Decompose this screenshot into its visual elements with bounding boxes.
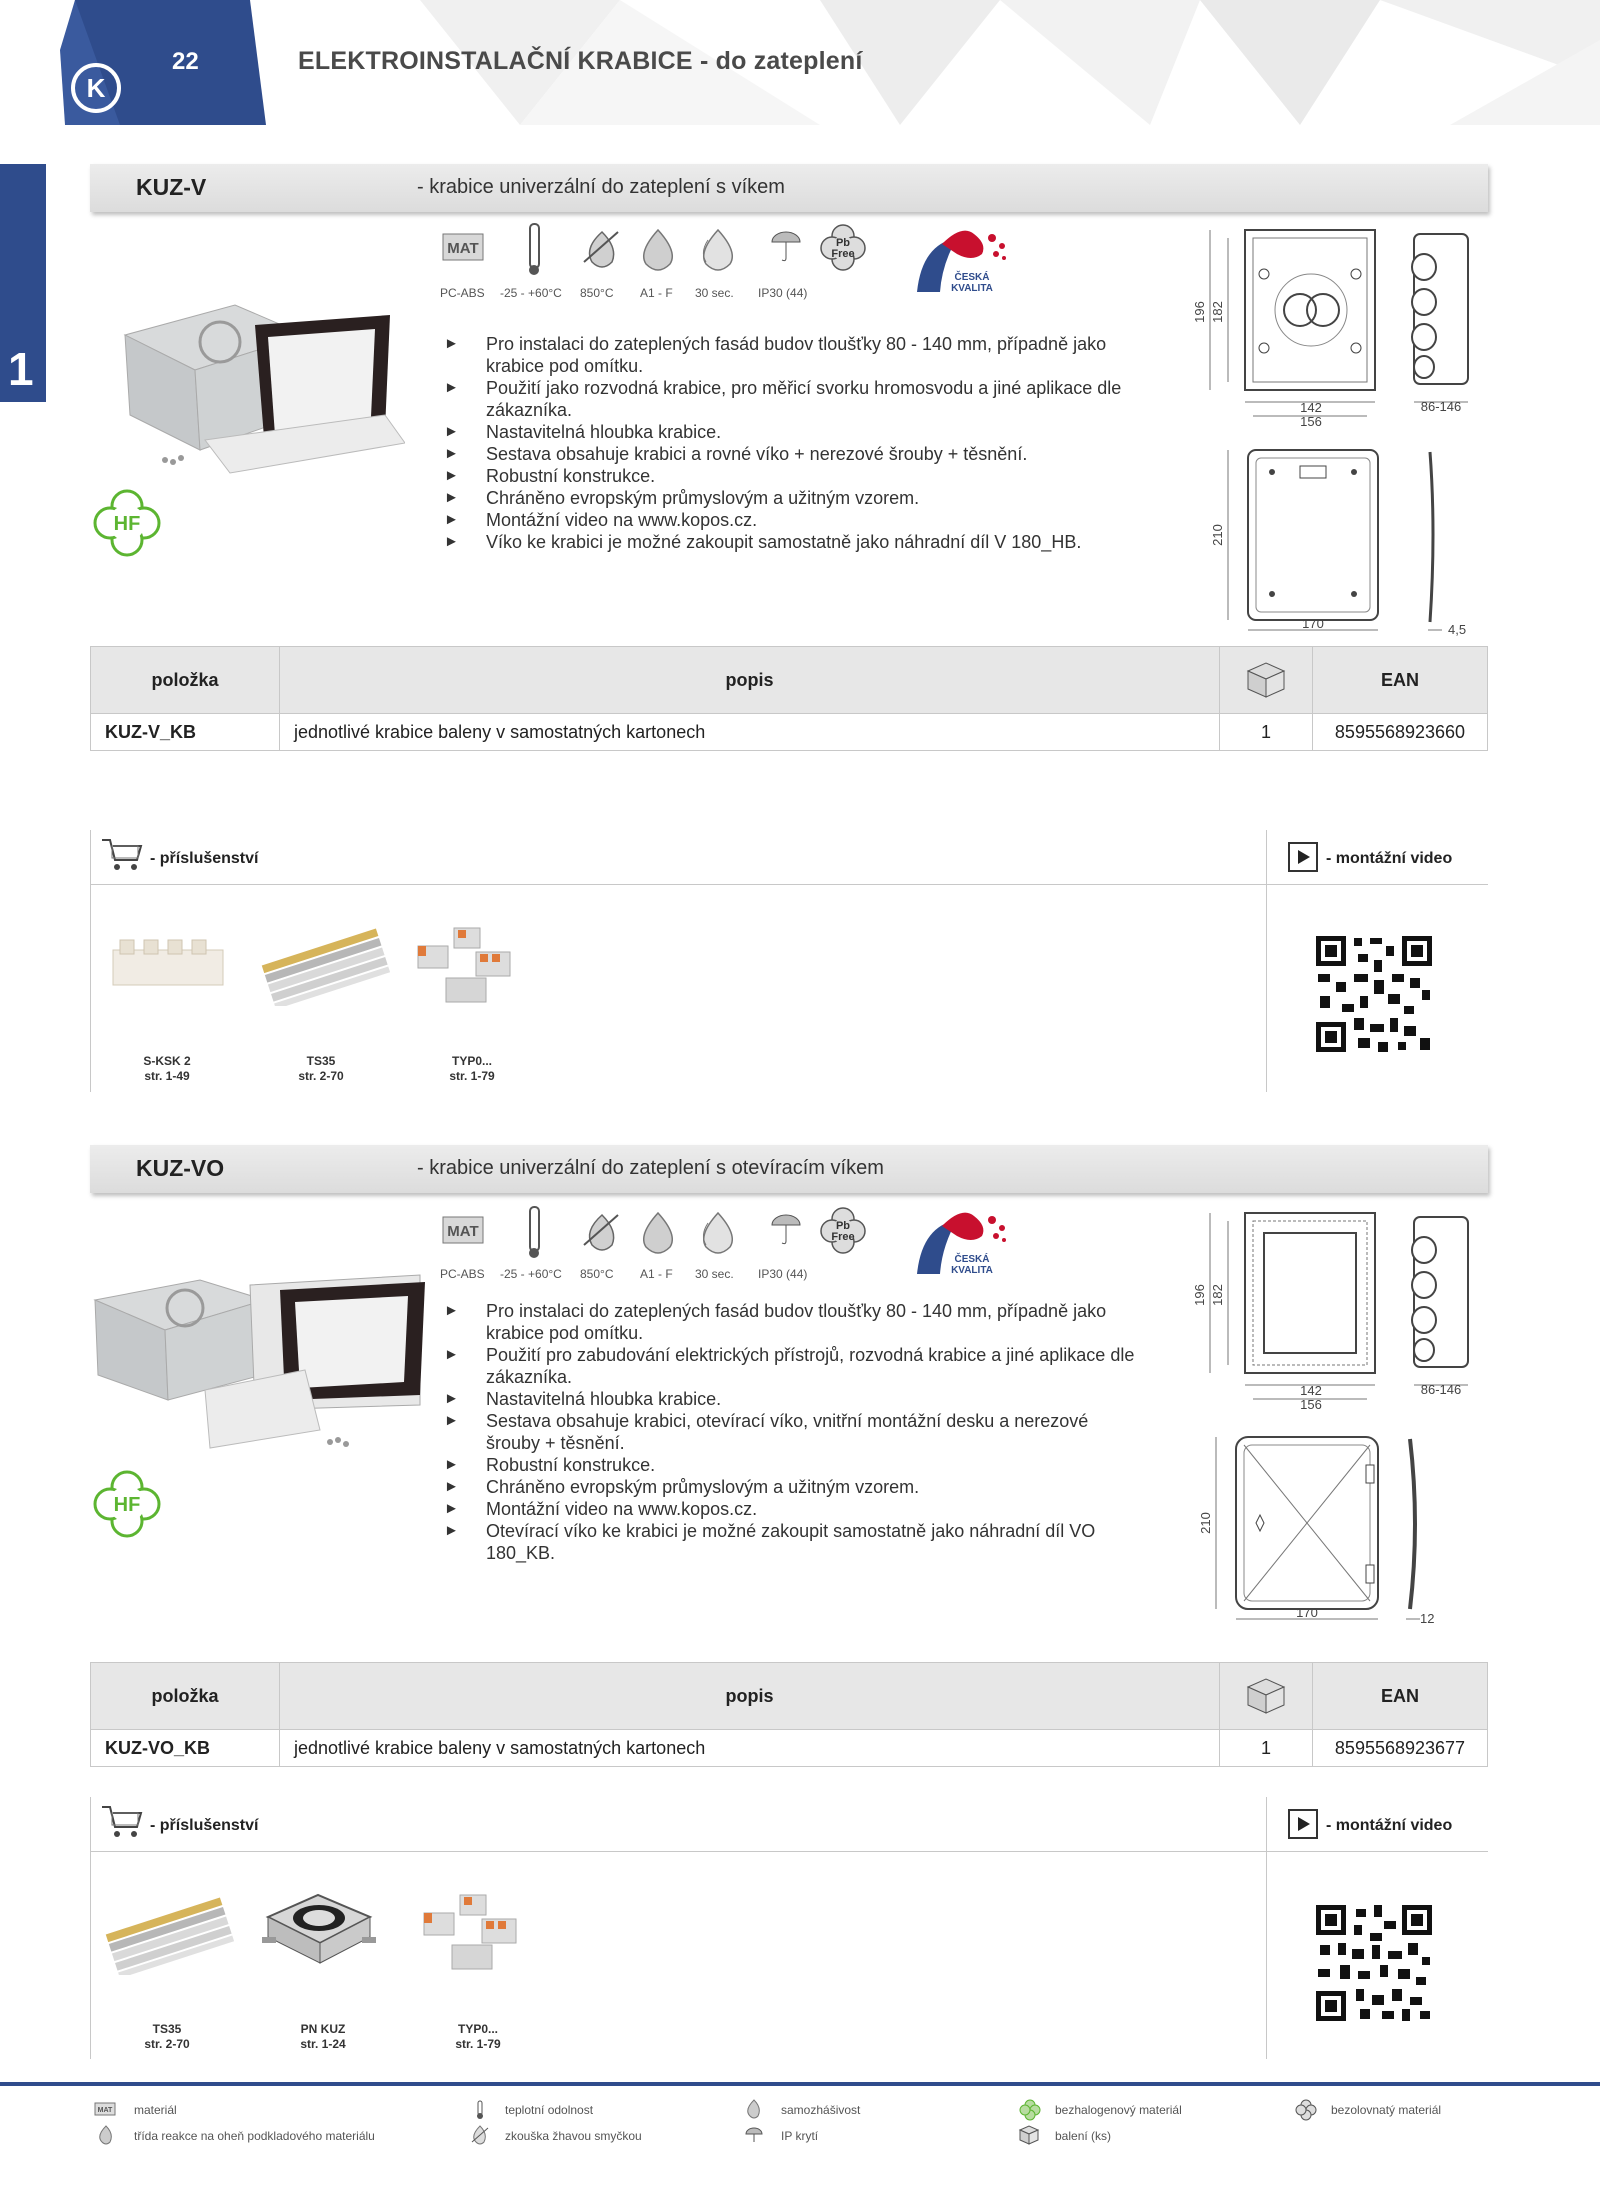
feature-item: ► Montážní video na www.kopos.cz. [444, 1499, 758, 1519]
spec-material: PC-ABS [440, 286, 485, 300]
chapter-tab [0, 164, 46, 402]
hf-label: HF [113, 1494, 141, 1516]
feature-item: ► Robustní konstrukce. [444, 1455, 656, 1475]
dim-h2: 182 [1210, 301, 1225, 323]
product-table [90, 1662, 1488, 1767]
dim-w2: 156 [1300, 414, 1322, 429]
feature-item: ► Montážní video na www.kopos.cz. [444, 510, 758, 530]
package-box-icon [1242, 657, 1290, 699]
accessory-image-din-rail [260, 926, 390, 1006]
package-box-icon [1242, 1673, 1290, 1715]
packaging-icon [1018, 2124, 1040, 2146]
technical-drawing [1180, 222, 1490, 642]
spec-reaction: A1 - F [640, 1267, 673, 1281]
spec-material: PC-ABS [440, 1267, 485, 1281]
col-header-desc: popis [280, 1663, 1220, 1730]
accessory-label: TYP0... str. 1-79 [449, 1054, 495, 1083]
quality-label-2: KVALITA [951, 1265, 993, 1276]
row-desc: jednotlivé krabice baleny v samostatných kartonech [280, 1730, 1220, 1767]
accessory-label: TYP0... str. 1-79 [455, 2022, 501, 2051]
video-label: - montážní video [1326, 850, 1453, 867]
legend-item: IP krytí [781, 2129, 819, 2143]
halogen-free-badge-icon [92, 488, 162, 558]
row-item: KUZ-VO_KB [91, 1730, 280, 1767]
chapter-number: 1 [8, 343, 34, 395]
accessory-image-wago-connectors [416, 1889, 536, 1979]
product-code: KUZ-VO [136, 1155, 225, 1181]
legend-item: bezhalogenový materiál [1055, 2103, 1182, 2117]
dim-w2: 156 [1300, 1397, 1322, 1412]
mat-icon-label: MAT [447, 1223, 479, 1240]
ceska-kvalita-logo-icon [912, 224, 1012, 296]
spec-temperature: -25 - +60°C [500, 286, 562, 300]
table-row [91, 714, 1488, 751]
product-description: - krabice univerzální do zateplení s víkem [417, 176, 785, 198]
feature-item: ► Pro instalaci do zateplených fasád budov tloušťky 80 - 140 mm, případně jako krabice pod omítku. [444, 1301, 1107, 1343]
accessory-image-mounting-plate [258, 1887, 378, 1983]
dim-depth: 86-146 [1420, 399, 1462, 414]
quality-label-1: ČESKÁ [954, 1254, 990, 1265]
col-header-desc: popis [280, 647, 1220, 714]
table-row [91, 1730, 1488, 1767]
material-icon [94, 2101, 116, 2117]
self-extinguishing-icon [744, 2098, 764, 2120]
spec-temperature: -25 - +60°C [500, 1267, 562, 1281]
row-desc: jednotlivé krabice baleny v samostatných kartonech [280, 714, 1220, 751]
col-header-package [1220, 647, 1313, 714]
legend-item: zkouška žhavou smyčkou [505, 2129, 642, 2143]
accessory-label: S-KSK 2 str. 1-49 [143, 1054, 191, 1083]
dim-w1: 142 [1300, 1383, 1322, 1398]
accessories-label: - příslušenství [150, 1817, 259, 1834]
fire-reaction-icon [96, 2124, 116, 2146]
product-table [90, 646, 1488, 751]
dim-lid-d: 4,5 [1448, 622, 1467, 637]
accessories-label: - příslušenství [150, 850, 259, 867]
dim-h2: 182 [1210, 1284, 1225, 1306]
col-header-package [1220, 1663, 1313, 1730]
accessory-image-din-rail [104, 1895, 234, 1975]
col-header-item: položka [91, 1663, 280, 1730]
dim-w1: 142 [1300, 400, 1322, 415]
feature-list [444, 333, 1144, 553]
logo-letter: K [86, 73, 106, 103]
technical-drawing [1180, 1205, 1490, 1630]
legend-item: materiál [134, 2103, 177, 2117]
spec-icons-row [440, 1205, 880, 1270]
accessory-label: TS35 str. 2-70 [298, 1054, 344, 1083]
quality-label-1: ČESKÁ [954, 272, 990, 283]
feature-item: ► Sestava obsahuje krabici a rovné víko + nerezové šrouby + těsnění. [444, 444, 1028, 464]
spec-ip: IP30 (44) [758, 286, 808, 300]
spec-reaction: A1 - F [640, 286, 673, 300]
halogen-free-icon [1018, 2098, 1042, 2122]
shopping-cart-icon [100, 836, 144, 874]
accessory-image-terminal-block [108, 930, 228, 1000]
free-label: Free [831, 1231, 855, 1243]
pb-label: Pb [835, 237, 851, 249]
spec-ip: IP30 (44) [758, 1267, 808, 1281]
legend-divider [0, 2082, 1600, 2086]
page-title: ELEKTROINSTALAČNÍ KRABICE - do zateplení [298, 47, 863, 75]
accessory-image-wago-connectors [410, 922, 530, 1012]
dim-lid-h: 210 [1198, 1512, 1213, 1534]
feature-item: ► Sestava obsahuje krabici, otevírací víko, vnitřní montážní desku a nerezové šrouby + těsnění. [444, 1411, 1089, 1453]
feature-item: ► Chráněno evropským průmyslovým a užitným vzorem. [444, 1477, 920, 1497]
shopping-cart-icon [100, 1803, 144, 1841]
row-qty: 1 [1220, 1730, 1313, 1767]
row-ean: 8595568923677 [1313, 1730, 1488, 1767]
row-ean: 8595568923660 [1313, 714, 1488, 751]
col-header-ean: EAN [1313, 647, 1488, 714]
feature-item: ► Pro instalaci do zateplených fasád budov tloušťky 80 - 140 mm, případně jako krabice pod omítku. [444, 334, 1107, 376]
accessory-label: PN KUZ str. 1-24 [300, 2022, 346, 2051]
play-video-icon[interactable] [1288, 842, 1318, 872]
dim-lid-h: 210 [1210, 524, 1225, 546]
dim-h1: 196 [1192, 1284, 1207, 1306]
feature-item: ► Použití pro zabudování elektrických přístrojů, rozvodná krabice a jiné aplikace dle zákazníka. [444, 1345, 1135, 1387]
spec-self-ext: 30 sec. [695, 286, 734, 300]
spec-glow-wire: 850°C [580, 286, 614, 300]
accessory-label: TS35 str. 2-70 [144, 2022, 190, 2051]
hf-label: HF [113, 513, 141, 535]
qr-code-icon[interactable] [1314, 934, 1434, 1054]
feature-item: ► Nastavitelná hloubka krabice. [444, 422, 722, 442]
ip-rating-icon [744, 2124, 764, 2146]
accessories-panel [90, 830, 1488, 1092]
halogen-free-badge-icon [92, 1469, 162, 1539]
feature-list [444, 1300, 1144, 1564]
glow-wire-icon [470, 2124, 490, 2146]
temperature-icon [472, 2100, 488, 2120]
video-label: - montážní video [1326, 1817, 1453, 1834]
spec-icons-row [440, 222, 880, 287]
ceska-kvalita-logo-icon [912, 1206, 1012, 1278]
feature-item: ► Nastavitelná hloubka krabice. [444, 1389, 722, 1409]
col-header-item: položka [91, 647, 280, 714]
feature-item: ► Víko ke krabici je možné zakoupit samostatně jako náhradní díl V 180_HB. [444, 532, 1082, 552]
product-photo [90, 1270, 430, 1460]
dim-h1: 196 [1192, 301, 1207, 323]
legend-item: třída reakce na oheň podkladového materiálu [134, 2129, 375, 2143]
dim-lid-w: 170 [1302, 616, 1324, 631]
spec-self-ext: 30 sec. [695, 1267, 734, 1281]
mat-icon-label: MAT [447, 240, 479, 257]
feature-item: ► Chráněno evropským průmyslovým a užitným vzorem. [444, 488, 920, 508]
product-description: - krabice univerzální do zateplení s otevíracím víkem [417, 1157, 884, 1179]
row-item: KUZ-V_KB [91, 714, 280, 751]
accessories-panel [90, 1797, 1488, 2059]
legend-item: samozhášivost [781, 2103, 861, 2117]
legend-item: bezolovnatý materiál [1331, 2103, 1442, 2117]
spec-glow-wire: 850°C [580, 1267, 614, 1281]
play-video-icon[interactable] [1288, 1809, 1318, 1839]
quality-label-2: KVALITA [951, 283, 993, 294]
page-number: 22 [172, 48, 199, 75]
lead-free-icon [1294, 2098, 1318, 2122]
legend-item: balení (ks) [1055, 2129, 1112, 2143]
dim-lid-w: 170 [1296, 1605, 1318, 1620]
feature-item: ► Robustní konstrukce. [444, 466, 656, 486]
dim-depth: 86-146 [1420, 1382, 1462, 1397]
product-photo [105, 295, 405, 475]
section-title-bar [90, 1145, 1488, 1193]
legend-item: teplotní odolnost [505, 2103, 594, 2117]
section-title-bar [90, 164, 1488, 212]
product-code: KUZ-V [136, 174, 207, 200]
col-header-ean: EAN [1313, 1663, 1488, 1730]
qr-code-icon[interactable] [1314, 1903, 1434, 2023]
kopos-logo-icon [70, 62, 122, 114]
feature-item: ► Otevírací víko ke krabici je možné zakoupit samostatně jako náhradní díl VO 180_KB. [444, 1521, 1096, 1563]
dim-lid-d: 12 [1420, 1611, 1435, 1626]
free-label: Free [831, 248, 855, 260]
row-qty: 1 [1220, 714, 1313, 751]
svg-text:MAT: MAT [97, 2107, 113, 2114]
feature-item: ► Použití jako rozvodná krabice, pro měřicí svorku hromosvodu a jiné aplikace dle zákazníka. [444, 378, 1122, 420]
pb-label: Pb [835, 1220, 851, 1232]
